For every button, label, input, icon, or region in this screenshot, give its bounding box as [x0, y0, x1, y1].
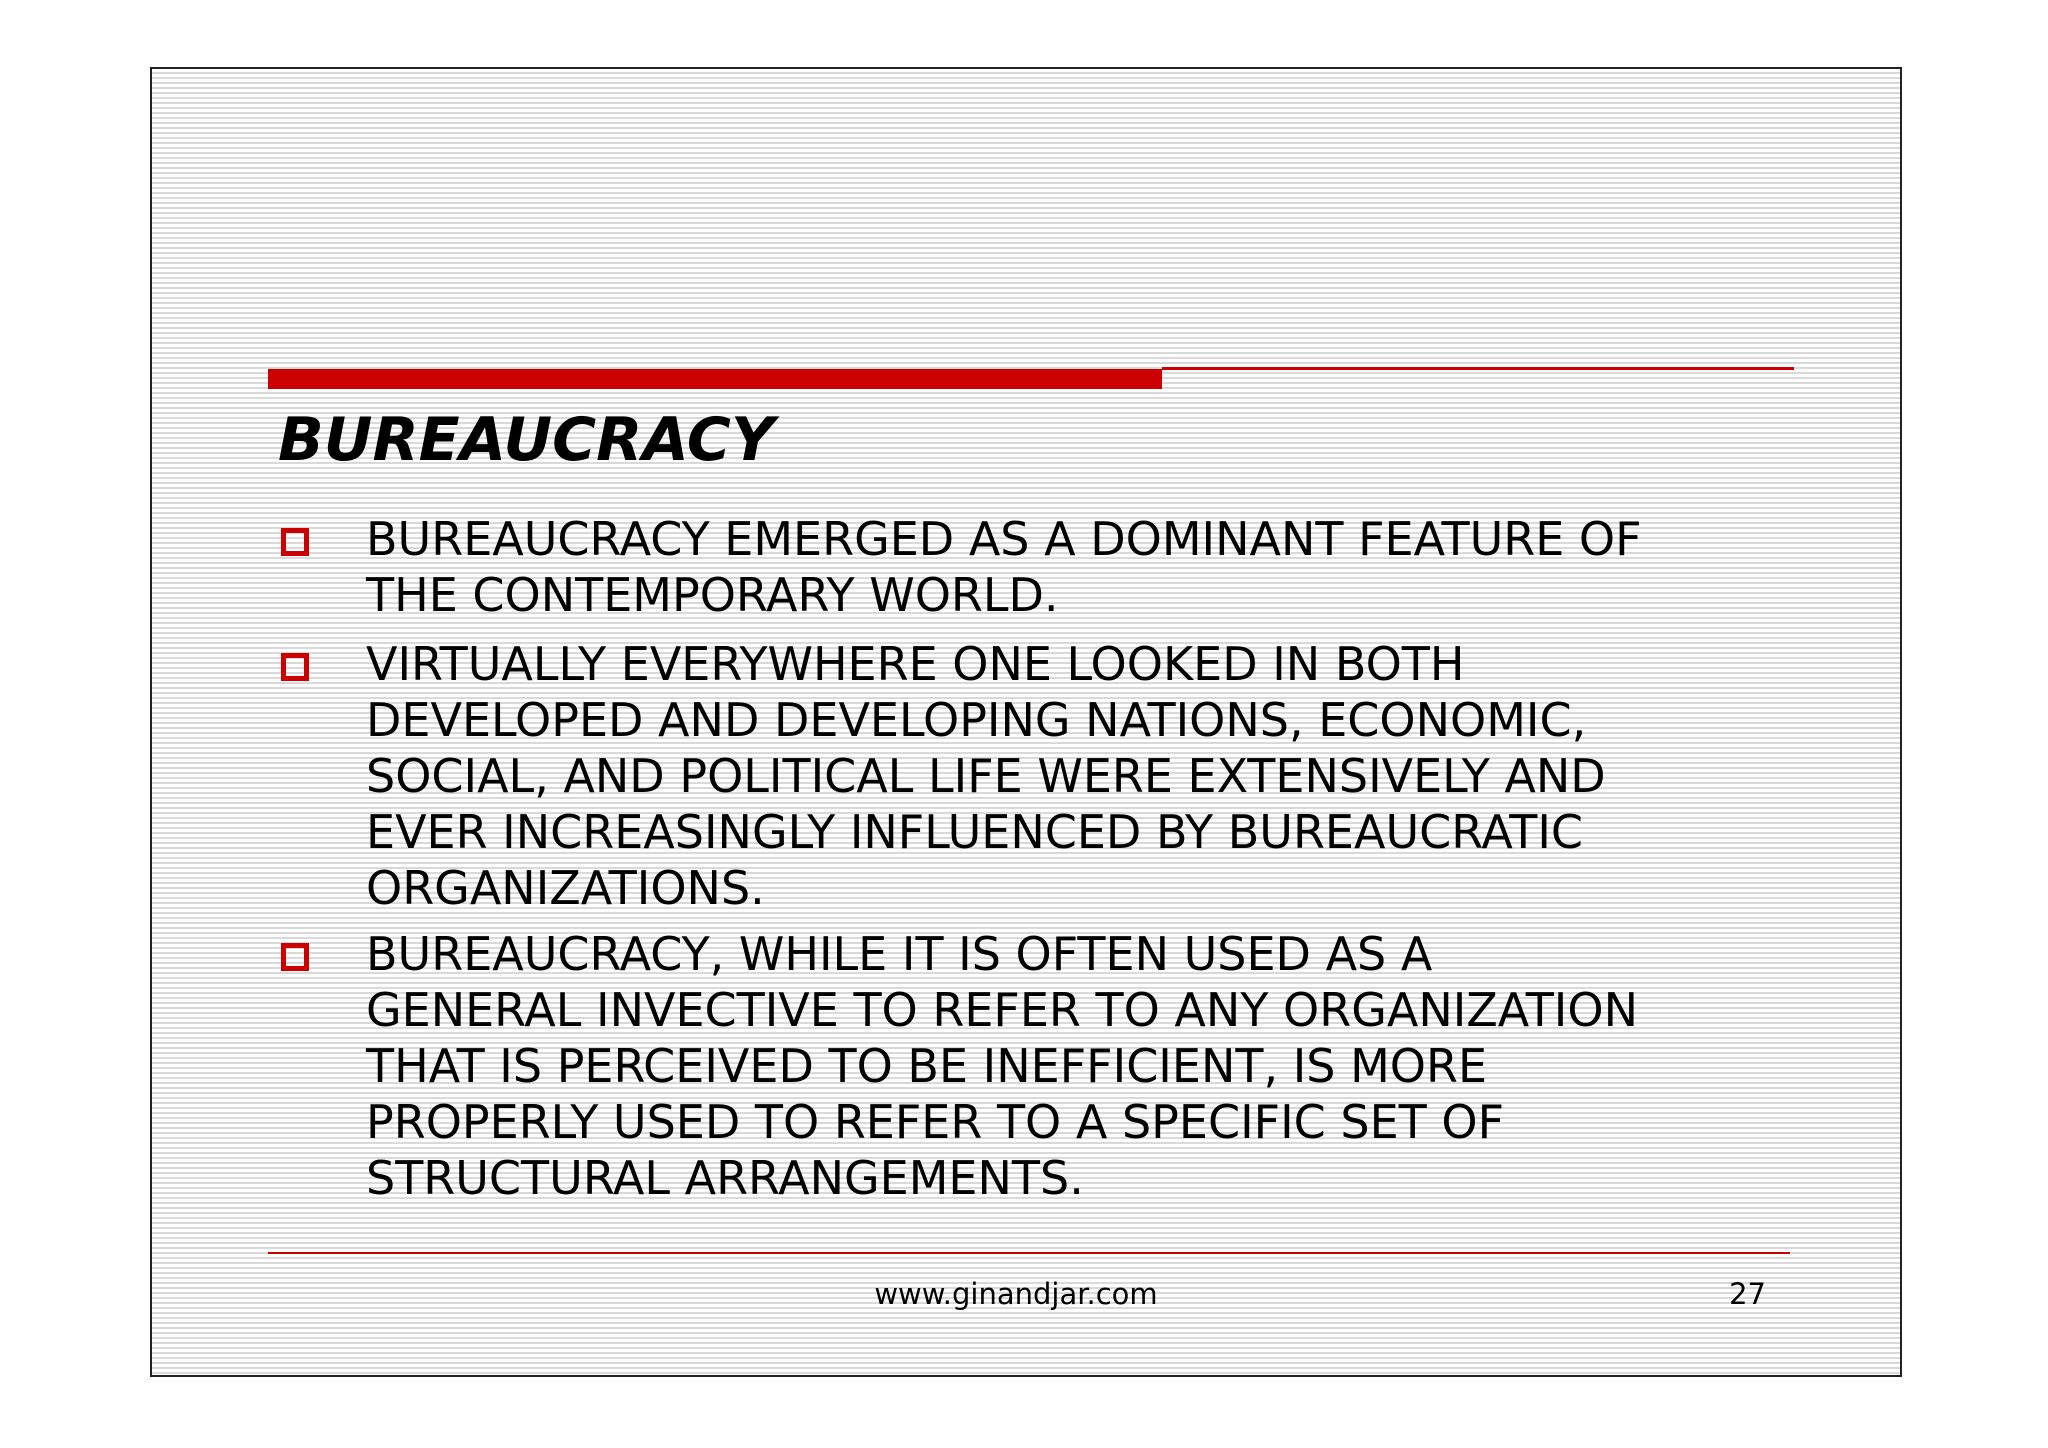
slide-title: BUREAUCRACY: [278, 405, 775, 475]
footer-url-text: www.ginandjar.com: [874, 1277, 1158, 1311]
bullet-line: PROPERLY USED TO REFER TO A SPECIFIC SET OF: [366, 1095, 1505, 1149]
square-bullet-icon: [281, 943, 309, 971]
bullet-line: STRUCTURAL ARRANGEMENTS.: [366, 1151, 1084, 1205]
bullet-line: DEVELOPED AND DEVELOPING NATIONS, ECONOMIC,: [366, 693, 1587, 747]
footer-divider: [268, 1252, 1790, 1254]
bullet-line: GENERAL INVECTIVE TO REFER TO ANY ORGANIZATION: [366, 983, 1638, 1037]
bullet-text: [366, 511, 1786, 623]
bullet-line: SOCIAL, AND POLITICAL LIFE WERE EXTENSIVELY AND: [366, 749, 1606, 803]
bullet-line: ORGANIZATIONS.: [366, 861, 765, 915]
slide: [150, 67, 1902, 1377]
bullet-line: BUREAUCRACY, WHILE IT IS OFTEN USED AS A: [366, 927, 1433, 981]
title-accent-line: [1162, 367, 1794, 370]
bullet-text: [366, 636, 1786, 916]
bullet-line: EVER INCREASINGLY INFLUENCED BY BUREAUCRATIC: [366, 805, 1584, 859]
bullet-line: VIRTUALLY EVERYWHERE ONE LOOKED IN BOTH: [366, 637, 1465, 691]
title-accent-bar: [268, 369, 1162, 389]
bullet-text: [366, 926, 1786, 1206]
page-number: 27: [1729, 1277, 1766, 1311]
square-bullet-icon: [281, 528, 309, 556]
footer-url: [152, 1277, 1900, 1311]
bullet-line: THAT IS PERCEIVED TO BE INEFFICIENT, IS MORE: [366, 1039, 1488, 1093]
bullet-line: BUREAUCRACY EMERGED AS A DOMINANT FEATURE OF: [366, 512, 1642, 566]
square-bullet-icon: [281, 653, 309, 681]
bullet-line: THE CONTEMPORARY WORLD.: [366, 568, 1059, 622]
